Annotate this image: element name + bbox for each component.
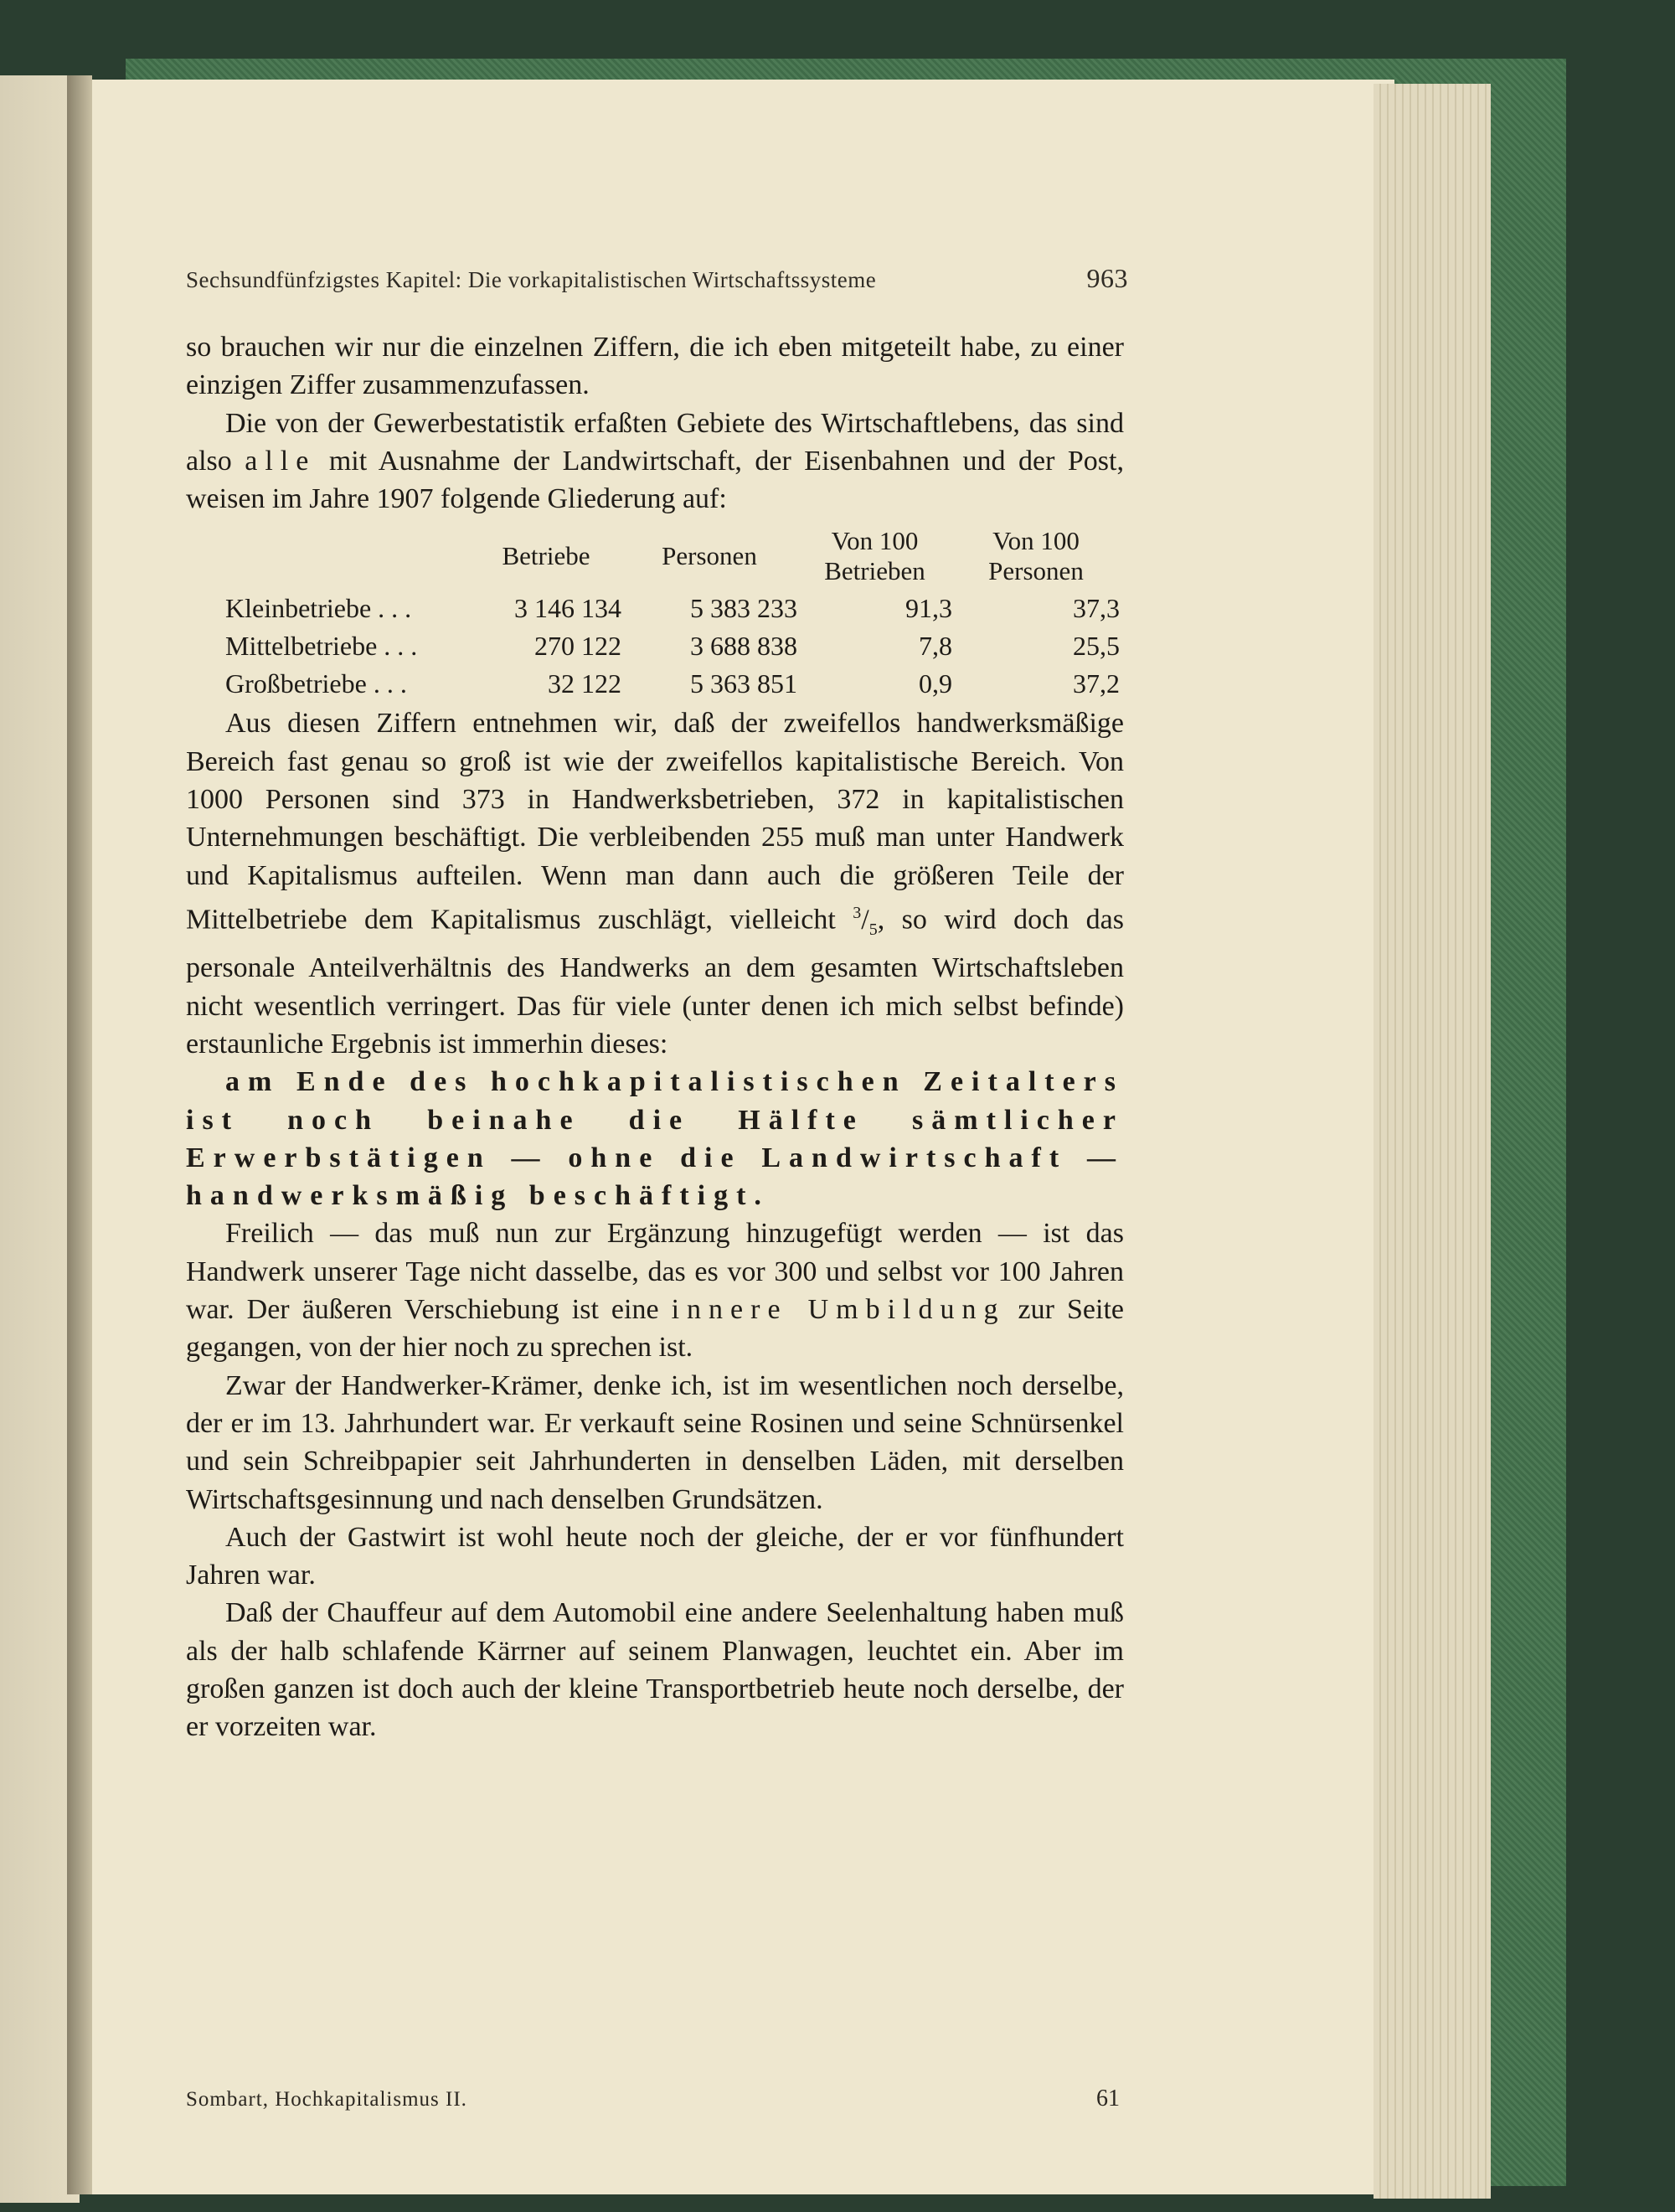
footer-source: Sombart, Hochkapitalismus II. bbox=[186, 2088, 467, 2111]
paragraph-2-text-c: mit Ausnahme der Landwirtschaft, der Eisenbahnen und der Post, weisen im Jahre 1907 folgende Gliederung auf: bbox=[186, 445, 1124, 515]
paragraph-5 bbox=[186, 1214, 1124, 1366]
page-footer bbox=[186, 2086, 1124, 2112]
paragraph-4-emphasis: am Ende des hochkapitalistischen Zeitalters ist noch beinahe die Hälfte sämtlicher Erwerbstätigen — ohne die Landwirtschaft — handwerksmäßig beschäftigt. bbox=[186, 1066, 1124, 1212]
row-personen: 5 383 233 bbox=[690, 593, 797, 624]
statistics-table bbox=[186, 523, 1124, 703]
paragraph-2-emphasis: alle bbox=[245, 445, 317, 477]
row-label: Mittelbetriebe . . . bbox=[225, 631, 418, 662]
row-personen: 3 688 838 bbox=[690, 631, 797, 662]
paragraph-3-text-a: Aus diesen Ziffern entnehmen wir, daß der zweifellos handwerksmäßige Bereich fast genau so groß ist wie der zweifellos kapitalistische Bereich. Von 1000 Personen sind 373 in Handwerksbetrieben, 372 in kapitalistischen Unternehmungen beschäftigt. Die verbleibenden 255 muß man unter Handwerk und Kapitalismus aufteilen. Wenn man dann auch die größeren Teile der Mittelbetriebe dem Kapitalismus zuschlägt, vielleicht bbox=[186, 708, 1124, 936]
table-header-pct-personen-line1: Von 100 bbox=[992, 526, 1080, 556]
paragraph-5-emphasis: innere Umbildung bbox=[671, 1294, 1006, 1326]
row-betriebe: 3 146 134 bbox=[514, 593, 621, 624]
table-header-pct-personen-line2: Personen bbox=[988, 556, 1084, 586]
table-header-pct-personen bbox=[952, 526, 1120, 586]
footer-signature: 61 bbox=[1096, 2086, 1120, 2111]
paragraph-1: so brauchen wir nur die einzelnen Ziffern, die ich eben mitgeteilt habe, zu einer einzigen Ziffer zusammenzufassen. bbox=[186, 332, 1124, 401]
table-header-pct-betriebe-line1: Von 100 bbox=[831, 526, 919, 556]
paragraph-7: Auch der Gastwirt ist wohl heute noch der gleiche, der er vor fünfhundert Jahren war. bbox=[186, 1521, 1124, 1591]
table-row bbox=[186, 590, 1124, 627]
fraction-numerator: 3 bbox=[853, 903, 862, 922]
table-row bbox=[186, 665, 1124, 703]
page-gutter bbox=[67, 75, 92, 2194]
running-header bbox=[186, 263, 1128, 294]
paragraph-6: Zwar der Handwerker-Krämer, denke ich, ist im wesentlichen noch derselbe, der er im 13. Jahrhundert war. Er verkauft seine Rosinen und seine Schnürsenkel und sein Schreibpapier seit Jahrhunderten in denselben Läden, mit derselben Wirtschaftsgesinnung und nach denselben Grundsätzen. bbox=[186, 1369, 1124, 1515]
table-header-pct-betriebe-line2: Betrieben bbox=[824, 556, 925, 586]
row-pct-betriebe: 7,8 bbox=[919, 631, 952, 662]
page-body bbox=[186, 328, 1124, 1746]
row-pct-betriebe: 0,9 bbox=[919, 668, 952, 699]
paragraph-2-text-a: Die von der Gewerbestatistik erfaßten Gebiete des Wirtschaftlebens, das sind also bbox=[186, 407, 1124, 477]
table-row bbox=[186, 627, 1124, 665]
header-title: Sechsundfünfzigstes Kapitel: Die vorkapitalistischen Wirtschaftssysteme bbox=[186, 267, 877, 292]
table-header-personen: Personen bbox=[662, 541, 757, 571]
page-number: 963 bbox=[1086, 263, 1128, 293]
row-betriebe: 32 122 bbox=[548, 668, 621, 699]
row-label: Großbetriebe . . . bbox=[225, 668, 407, 699]
paragraph-2 bbox=[186, 405, 1124, 518]
paragraph-3: Aus diesen Ziffern entnehmen wir, daß der zweifellos handwerksmäßige Bereich fast genau so groß ist wie der zweifellos kapitalistische Bereich. Von 1000 Personen sind 373 in Handwerksbetrieben, 372 in kapitalistischen Unternehmungen beschäftigt. Die verbleibenden 255 muß man unter Handwerk und Kapitalismus aufteilen. Wenn man dann auch die größeren Teile der Mittelbetriebe dem Kapitalismus zuschlägt, vielleicht $^3/_5$, so wird doch das personale Anteilverhältnis des Handwerks an dem gesamten Wirtschaftsleben nicht wesentlich verringert. Das für viele (unter denen ich mich selbst befinde) erstaunliche Ergebnis ist immerhin dieses: bbox=[186, 708, 1124, 1060]
row-pct-betriebe: 91,3 bbox=[905, 593, 952, 624]
table-header-betriebe: Betriebe bbox=[502, 541, 590, 571]
paragraph-3-text-b: , so wird doch das personale Anteilverhältnis des Handwerks an dem gesamten Wirtschaftsleben nicht wesentlich verringert. Das für viele (unter denen ich mich selbst befinde) erstaunliche Ergebnis ist immerhin dieses: bbox=[186, 904, 1124, 1060]
table-header-pct-betriebe bbox=[797, 526, 952, 586]
page-stack-edges bbox=[1374, 84, 1491, 2199]
paragraph-5-text-a: Freilich — das muß nun zur Ergänzung hinzugefügt werden — ist das Handwerk unserer Tage nicht dasselbe, das es vor 300 und selbst vor 100 Jahren war. Der äußeren Verschiebung ist eine bbox=[186, 1218, 1124, 1326]
paragraph-8: Daß der Chauffeur auf dem Automobil eine andere Seelenhaltung haben muß als der halb schlafende Kärrner auf seinem Planwagen, leuchtet ein. Aber im großen ganzen ist doch auch der kleine Transportbetrieb heute noch derselbe, der er vorzeiten war. bbox=[186, 1597, 1124, 1743]
row-pct-personen: 37,2 bbox=[1073, 668, 1120, 699]
row-betriebe: 270 122 bbox=[534, 631, 621, 662]
row-personen: 5 363 851 bbox=[690, 668, 797, 699]
fraction-denominator: 5 bbox=[868, 920, 878, 940]
row-label: Kleinbetriebe . . . bbox=[225, 593, 412, 624]
paragraph-5-text-c: zur Seite gegangen, von der hier noch zu sprechen ist. bbox=[186, 1294, 1124, 1364]
row-pct-personen: 25,5 bbox=[1073, 631, 1120, 662]
table-header-row bbox=[186, 523, 1124, 590]
row-pct-personen: 37,3 bbox=[1073, 593, 1120, 624]
